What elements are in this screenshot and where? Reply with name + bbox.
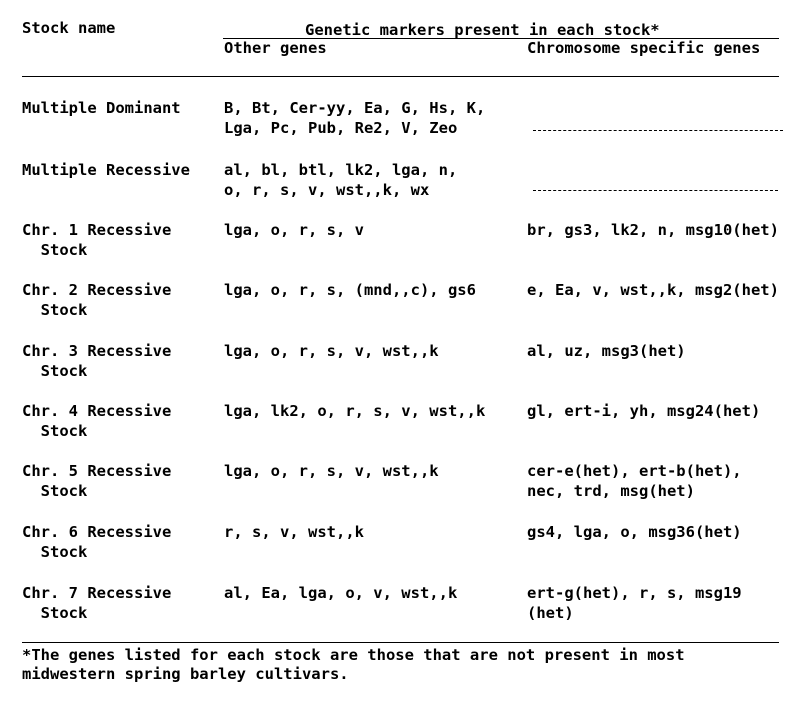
row-9-chrom-line: (het) [527,604,574,622]
row-4-chrom-cell [527,280,779,300]
row-6-other-line: lga, lk2, o, r, s, v, wst,,k [224,402,486,420]
row-9-name-cell [22,583,171,623]
row-4-name-line: Stock [22,301,88,319]
row-6-chrom-line: gl, ert-i, yh, msg24(het) [527,402,761,420]
footnote-line-1: *The genes listed for each stock are those that are not present in most [22,646,685,664]
row-6-name-cell [22,401,171,441]
row-6-name-line: Stock [22,422,88,440]
row-4-other-line: lga, o, r, s, (mnd,,c), gs6 [224,281,476,299]
header-other-genes: Other genes [224,39,327,57]
row-5-other-line: lga, o, r, s, v, wst,,k [224,342,439,360]
header-group-title: Genetic markers present in each stock* [305,21,660,39]
row-7-name-line: Stock [22,482,88,500]
row-2-name-line: Multiple Recessive [22,161,190,179]
row-5-name-line: Stock [22,362,88,380]
empty-chrom-dash-2 [533,190,778,191]
row-9-name-line: Stock [22,604,88,622]
row-5-name-cell [22,341,171,381]
row-7-name-cell [22,461,171,501]
header-chromosome-specific: Chromosome specific genes [527,39,761,57]
row-1-other-line: Lga, Pc, Pub, Re2, V, Zeo [224,119,458,137]
row-5-other-cell [224,341,439,361]
footnote-rule [22,642,779,643]
row-2-other-cell [224,160,457,200]
row-2-other-line: o, r, s, v, wst,,k, wx [224,181,430,199]
footnote-line-2: midwestern spring barley cultivars. [22,665,349,683]
row-7-chrom-cell [527,461,742,501]
row-6-name-line: Chr. 4 Recessive [22,402,172,420]
row-7-chrom-line: nec, trd, msg(het) [527,482,695,500]
row-6-chrom-cell [527,401,760,421]
row-9-other-line: al, Ea, lga, o, v, wst,,k [224,584,458,602]
row-9-chrom-cell [527,583,742,623]
row-7-other-line: lga, o, r, s, v, wst,,k [224,462,439,480]
row-7-name-line: Chr. 5 Recessive [22,462,172,480]
row-7-chrom-line: cer-e(het), ert-b(het), [527,462,742,480]
empty-chrom-dash-1 [533,130,783,131]
row-8-name-line: Chr. 6 Recessive [22,523,172,541]
row-6-other-cell [224,401,485,421]
row-3-chrom-line: br, gs3, lk2, n, msg10(het) [527,221,779,239]
row-2-other-line: al, bl, btl, lk2, lga, n, [224,161,458,179]
row-4-name-cell [22,280,171,320]
row-2-name-cell [22,160,190,180]
row-1-other-line: B, Bt, Cer-yy, Ea, G, Hs, K, [224,99,486,117]
row-9-chrom-line: ert-g(het), r, s, msg19 [527,584,742,602]
row-3-name-cell [22,220,171,260]
row-8-other-cell [224,522,364,542]
row-5-chrom-line: al, uz, msg3(het) [527,342,686,360]
row-1-name-cell [22,98,181,118]
row-8-name-cell [22,522,171,562]
row-3-other-line: lga, o, r, s, v [224,221,364,239]
row-8-other-line: r, s, v, wst,,k [224,523,364,541]
row-3-name-line: Stock [22,241,88,259]
row-3-name-line: Chr. 1 Recessive [22,221,172,239]
row-9-name-line: Chr. 7 Recessive [22,584,172,602]
row-4-chrom-line: e, Ea, v, wst,,k, msg2(het) [527,281,779,299]
row-3-chrom-cell [527,220,779,240]
row-4-other-cell [224,280,476,300]
row-1-name-line: Multiple Dominant [22,99,181,117]
row-3-other-cell [224,220,364,240]
row-4-name-line: Chr. 2 Recessive [22,281,172,299]
row-5-chrom-cell [527,341,686,361]
row-8-name-line: Stock [22,543,88,561]
row-8-chrom-cell [527,522,742,542]
header-bottom-rule [22,76,779,77]
row-9-other-cell [224,583,457,603]
row-5-name-line: Chr. 3 Recessive [22,342,172,360]
header-stock-name: Stock name [22,19,116,37]
row-7-other-cell [224,461,439,481]
row-1-other-cell [224,98,485,138]
row-8-chrom-line: gs4, lga, o, msg36(het) [527,523,742,541]
